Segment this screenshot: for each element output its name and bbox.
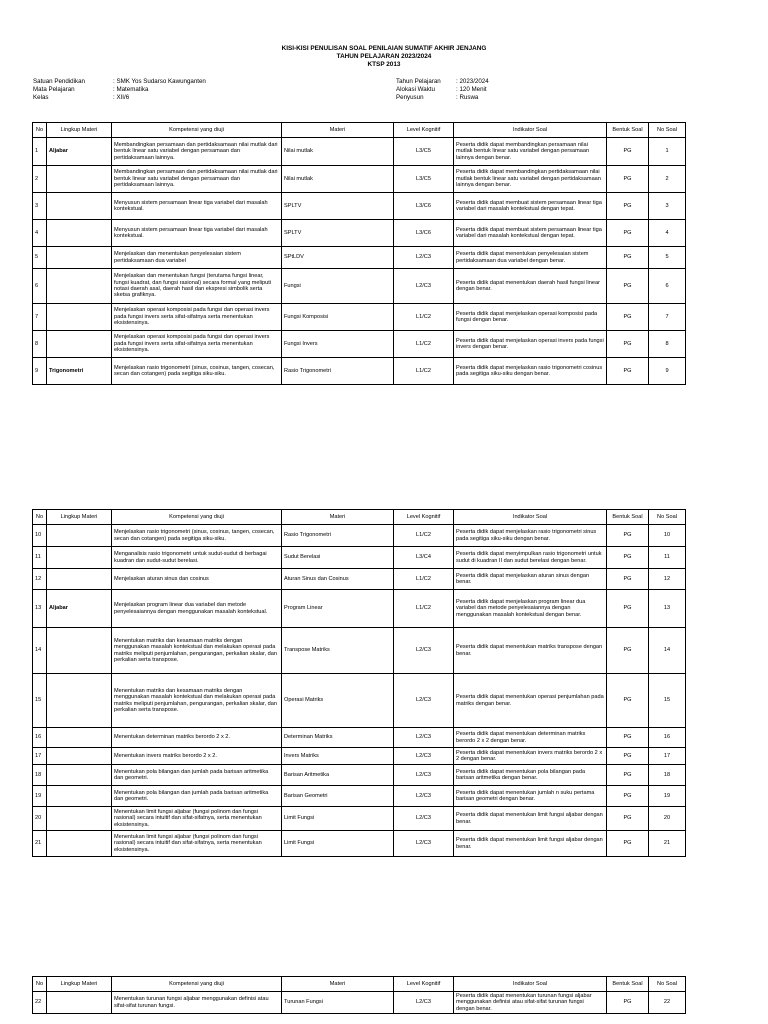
table-row (33, 331, 686, 358)
row-no-cell: 20 (33, 807, 47, 831)
bentuk-soal-cell: PG (607, 166, 649, 193)
no-soal-cell: 22 (649, 992, 686, 1014)
table-row (33, 138, 686, 166)
column-header-no-soal: No Soal (649, 510, 686, 525)
table-row (33, 166, 686, 193)
materi-cell: SPtLDV (282, 247, 394, 269)
meta-row (396, 86, 489, 94)
meta-value: : SMK Yos Sudarso Kawunganten (113, 78, 206, 85)
kompetensi-cell: Menjelaskan dan menentukan penyelesaian sistem pertidaksamaan dua variabel (112, 247, 282, 269)
indikator-soal-cell: Peserta didik dapat menentukan matriks transpose dengan benar. (454, 628, 607, 674)
bentuk-soal-cell: PG (607, 525, 649, 547)
no-soal-cell: 11 (649, 547, 686, 569)
lingkup-materi-cell (47, 807, 112, 831)
meta-value: : 120 Menit (456, 86, 487, 93)
materi-cell: Barisan Geometri (282, 786, 394, 807)
lingkup-materi-cell (47, 765, 112, 786)
table-row (33, 807, 686, 831)
kompetensi-cell: Menentukan turunan fungsi aljabar menggunakan definisi atau sifat-sifat turunan fungsi. (112, 992, 282, 1014)
level-kognitif-cell: L2/C3 (394, 765, 454, 786)
no-soal-cell: 12 (649, 569, 686, 590)
no-soal-cell: 17 (649, 748, 686, 765)
level-kognitif-cell: L2/C3 (394, 786, 454, 807)
bentuk-soal-cell: PG (607, 807, 649, 831)
meta-label: Mata Pelajaran (33, 86, 75, 93)
column-header-materi: Materi (282, 123, 394, 138)
materi-cell: Sudut Berelasi (282, 547, 394, 569)
indikator-soal-cell: Peserta didik dapat menentukan penyelesaian sistem pertidaksamaan dua variabel dengan benar. (454, 247, 607, 269)
row-no-cell: 6 (33, 269, 47, 304)
row-no-cell: 1 (33, 138, 47, 166)
level-kognitif-cell: L2/C3 (394, 831, 454, 857)
bentuk-soal-cell: PG (607, 193, 649, 220)
lingkup-materi-cell (47, 269, 112, 304)
meta-row (33, 78, 206, 86)
doc-title-line3: KTSP 2013 (367, 61, 401, 68)
column-header-level-kognitif: Level Kognitif (394, 123, 454, 138)
meta-left (33, 78, 206, 102)
bentuk-soal-cell: PG (607, 269, 649, 304)
materi-cell: Nilai mutlak (282, 138, 394, 166)
column-header-bentuk-soal: Bentuk Soal (607, 510, 649, 525)
lingkup-materi-cell (47, 674, 112, 728)
table-row (33, 992, 686, 1014)
meta-value: : 2023/2024 (456, 78, 489, 85)
no-soal-cell: 3 (649, 193, 686, 220)
kompetensi-cell: Menentukan limit fungsi aljabar (fungsi polinom dan fungsi rasional) secara intuitif dan sifat-sifatnya, serta menentukan eksistensinya. (112, 807, 282, 831)
indikator-soal-cell: Peserta didik dapat membuat sistem persamaan linear tiga variabel dari masalah kontekstual dengan tepat. (454, 220, 607, 247)
row-no-cell: 17 (33, 748, 47, 765)
column-header-indikator-soal: Indikator Soal (454, 977, 607, 992)
level-kognitif-cell: L2/C3 (394, 674, 454, 728)
indikator-soal-cell: Peserta didik dapat menentukan pola bilangan pada barisan aritmetika dengan benar. (454, 765, 607, 786)
indikator-soal-cell: Peserta didik dapat menyimpulkan rasio trigonometri untuk sudut di kuadran II dan sudut berelasi dengan benar. (454, 547, 607, 569)
table-row (33, 786, 686, 807)
level-kognitif-cell: L1/C2 (394, 304, 454, 331)
indikator-soal-cell: Peserta didik dapat menjelaskan program linear dua variabel dan metode penyelesaiannya dengan menggunakan masalah kontekstual dengan benar. (454, 590, 607, 628)
bentuk-soal-cell: PG (607, 628, 649, 674)
bentuk-soal-cell: PG (607, 547, 649, 569)
table-row (33, 269, 686, 304)
level-kognitif-cell: L1/C2 (394, 358, 454, 385)
kompetensi-cell: Menjelaskan program linear dua variabel dan metode penyelesaiannya dengan menggunakan masalah kontekstual. (112, 590, 282, 628)
materi-cell: Fungsi (282, 269, 394, 304)
materi-cell: Program Linear (282, 590, 394, 628)
meta-label: Satuan Pendidikan (33, 78, 85, 85)
kompetensi-cell: Menjelaskan operasi komposisi pada fungsi dan operasi invers pada fungsi invers serta sifat-sifatnya serta menentukan eksistensinya. (112, 331, 282, 358)
no-soal-cell: 18 (649, 765, 686, 786)
lingkup-materi-cell (47, 331, 112, 358)
indikator-soal-cell: Peserta didik dapat membandingkan pertidaksamaan nilai mutlak bentuk linear satu variabel dengan pertidaksamaan lainnya dengan benar. (454, 166, 607, 193)
column-header-row-no: No (33, 510, 47, 525)
table-row (33, 193, 686, 220)
level-kognitif-cell: L2/C3 (394, 269, 454, 304)
kisi-kisi-table-page-2 (32, 509, 686, 857)
materi-cell: Fungsi Komposisi (282, 304, 394, 331)
bentuk-soal-cell: PG (607, 138, 649, 166)
meta-row (33, 94, 206, 102)
materi-cell: Nilai mutlak (282, 166, 394, 193)
column-header-kompetensi: Kompetensi yang diuji (112, 123, 282, 138)
meta-label: Alokasi Waktu (396, 86, 435, 93)
bentuk-soal-cell: PG (607, 728, 649, 748)
lingkup-materi-cell (47, 786, 112, 807)
no-soal-cell: 7 (649, 304, 686, 331)
indikator-soal-cell: Peserta didik dapat menjelaskan rasio trigonometri sinus pada segitiga siku-siku dengan benar. (454, 525, 607, 547)
table-row (33, 358, 686, 385)
lingkup-materi-cell (47, 525, 112, 547)
column-header-lingkup-materi: Lingkup Materi (47, 977, 112, 992)
materi-cell: Turunan Fungsi (282, 992, 394, 1014)
table-row (33, 765, 686, 786)
kompetensi-cell: Membandingkan persamaan dan pertidaksamaan nilai mutlak dari bentuk linear satu variabel dengan persamaan dan pertidaksamaan lainnya. (112, 166, 282, 193)
level-kognitif-cell: L2/C3 (394, 628, 454, 674)
no-soal-cell: 2 (649, 166, 686, 193)
indikator-soal-cell: Peserta didik dapat menentukan turunan fungsi aljabar menggunakan definisi atau sifat-sifat turunan fungsi dengan benar. (454, 992, 607, 1014)
kompetensi-cell: Menentukan matriks dan kesamaan matriks dengan menggunakan masalah kontekstual dan melakukan operasi pada matriks meliputi penjumlahan, pengurangan, perkalian skalar, dan perkalian serta transpose. (112, 674, 282, 728)
column-header-kompetensi: Kompetensi yang diuji (112, 977, 282, 992)
column-header-no-soal: No Soal (649, 123, 686, 138)
bentuk-soal-cell: PG (607, 358, 649, 385)
meta-row (396, 78, 489, 86)
no-soal-cell: 8 (649, 331, 686, 358)
table-row (33, 304, 686, 331)
lingkup-materi-cell (47, 628, 112, 674)
bentuk-soal-cell: PG (607, 674, 649, 728)
table-row (33, 831, 686, 857)
materi-cell: Rasio Trigonometri (282, 358, 394, 385)
kompetensi-cell: Menentukan pola bilangan dan jumlah pada barisan aritmetika dan geometri. (112, 765, 282, 786)
kompetensi-cell: Menganalisis rasio trigonometri untuk sudut-sudut di berbagai kuadran dan sudut-sudut berelasi. (112, 547, 282, 569)
meta-label: Penyusun (396, 94, 424, 101)
bentuk-soal-cell: PG (607, 304, 649, 331)
meta-label: Kelas (33, 94, 49, 101)
bentuk-soal-cell: PG (607, 748, 649, 765)
no-soal-cell: 20 (649, 807, 686, 831)
row-no-cell: 12 (33, 569, 47, 590)
lingkup-materi-cell (47, 547, 112, 569)
indikator-soal-cell: Peserta didik dapat menjelaskan operasi komposisi pada fungsi dengan benar. (454, 304, 607, 331)
level-kognitif-cell: L3/C6 (394, 193, 454, 220)
materi-cell: SPLTV (282, 220, 394, 247)
row-no-cell: 14 (33, 628, 47, 674)
no-soal-cell: 13 (649, 590, 686, 628)
indikator-soal-cell: Peserta didik dapat menjelaskan operasi invers pada fungsi invers dengan benar. (454, 331, 607, 358)
row-no-cell: 15 (33, 674, 47, 728)
level-kognitif-cell: L1/C2 (394, 331, 454, 358)
meta-value: : XII/6 (113, 94, 130, 101)
level-kognitif-cell: L2/C3 (394, 728, 454, 748)
meta-value: : Matematika (113, 86, 149, 93)
materi-cell: Rasio Trigonometri (282, 525, 394, 547)
lingkup-materi-cell (47, 569, 112, 590)
materi-cell: Barisan Aritmetika (282, 765, 394, 786)
column-header-row-no: No (33, 123, 47, 138)
no-soal-cell: 15 (649, 674, 686, 728)
materi-cell: Limit Fungsi (282, 807, 394, 831)
no-soal-cell: 10 (649, 525, 686, 547)
column-header-indikator-soal: Indikator Soal (454, 123, 607, 138)
materi-cell: SPLTV (282, 193, 394, 220)
level-kognitif-cell: L1/C2 (394, 525, 454, 547)
column-header-level-kognitif: Level Kognitif (394, 510, 454, 525)
bentuk-soal-cell: PG (607, 765, 649, 786)
lingkup-materi-cell (47, 247, 112, 269)
column-header-lingkup-materi: Lingkup Materi (47, 123, 112, 138)
row-no-cell: 9 (33, 358, 47, 385)
materi-cell: Operasi Matriks (282, 674, 394, 728)
column-header-bentuk-soal: Bentuk Soal (607, 977, 649, 992)
kompetensi-cell: Menyusun sistem persamaan linear tiga variabel dari masalah kontekstual. (112, 193, 282, 220)
lingkup-materi-cell: Aljabar (47, 138, 112, 166)
table-row (33, 220, 686, 247)
table-row (33, 674, 686, 728)
row-no-cell: 2 (33, 166, 47, 193)
indikator-soal-cell: Peserta didik dapat membandingkan persamaan nilai mutlak bentuk linear satu variabel dengan persamaan lainnya dengan benar. (454, 138, 607, 166)
meta-label: Tahun Pelajaran (396, 78, 441, 85)
bentuk-soal-cell: PG (607, 331, 649, 358)
kisi-kisi-table-page-1 (32, 122, 686, 385)
lingkup-materi-cell (47, 748, 112, 765)
kompetensi-cell: Menyusun sistem persamaan linear tiga variabel dari masalah kontekstual. (112, 220, 282, 247)
no-soal-cell: 4 (649, 220, 686, 247)
table-row (33, 628, 686, 674)
level-kognitif-cell: L3/C5 (394, 138, 454, 166)
row-no-cell: 7 (33, 304, 47, 331)
level-kognitif-cell: L2/C3 (394, 748, 454, 765)
level-kognitif-cell: L1/C2 (394, 590, 454, 628)
level-kognitif-cell: L3/C6 (394, 220, 454, 247)
row-no-cell: 3 (33, 193, 47, 220)
kompetensi-cell: Menjelaskan dan menentukan fungsi (terutama fungsi linear, fungsi kuadrat, dan fungsi rasional) secara formal yang meliputi notasi daerah asal, daerah hasil dan ekspresi simbolik serta sketsa grafiknya. (112, 269, 282, 304)
indikator-soal-cell: Peserta didik dapat menentukan operasi penjumlahan pada matriks dengan benar. (454, 674, 607, 728)
column-header-indikator-soal: Indikator Soal (454, 510, 607, 525)
bentuk-soal-cell: PG (607, 831, 649, 857)
lingkup-materi-cell (47, 166, 112, 193)
indikator-soal-cell: Peserta didik dapat menentukan invers matriks berordo 2 x 2 dengan benar. (454, 748, 607, 765)
no-soal-cell: 14 (649, 628, 686, 674)
column-header-materi: Materi (282, 977, 394, 992)
kisi-kisi-table-page-3 (32, 976, 686, 1014)
column-header-level-kognitif: Level Kognitif (394, 977, 454, 992)
meta-value: : Ruswa (456, 94, 479, 101)
lingkup-materi-cell: Aljabar (47, 590, 112, 628)
row-no-cell: 18 (33, 765, 47, 786)
table-row (33, 569, 686, 590)
table-row (33, 547, 686, 569)
lingkup-materi-cell (47, 193, 112, 220)
lingkup-materi-cell: Trigonometri (47, 358, 112, 385)
header-row (33, 977, 686, 992)
level-kognitif-cell: L1/C2 (394, 569, 454, 590)
kompetensi-cell: Menentukan matriks dan kesamaan matriks dengan menggunakan masalah kontekstual dan melakukan operasi pada matriks meliputi penjumlahan, pengurangan, perkalian skalar, dan perkalian serta transpose. (112, 628, 282, 674)
column-header-bentuk-soal: Bentuk Soal (607, 123, 649, 138)
table-row (33, 247, 686, 269)
indikator-soal-cell: Peserta didik dapat membuat sistem persamaan linear tiga variabel dari masalah kontekstual dengan tepat. (454, 193, 607, 220)
table-row (33, 728, 686, 748)
bentuk-soal-cell: PG (607, 220, 649, 247)
column-header-materi: Materi (282, 510, 394, 525)
header-row (33, 510, 686, 525)
materi-cell: Invers Matriks (282, 748, 394, 765)
meta-right (396, 78, 489, 102)
no-soal-cell: 9 (649, 358, 686, 385)
no-soal-cell: 16 (649, 728, 686, 748)
table-row (33, 748, 686, 765)
materi-cell: Transpose Matriks (282, 628, 394, 674)
kompetensi-cell: Menentukan pola bilangan dan jumlah pada barisan aritmetika dan geometri. (112, 786, 282, 807)
column-header-row-no: No (33, 977, 47, 992)
kompetensi-cell: Menentukan determinan matriks berordo 2 x 2. (112, 728, 282, 748)
no-soal-cell: 6 (649, 269, 686, 304)
indikator-soal-cell: Peserta didik dapat menentukan daerah hasil fungsi linear dengan benar. (454, 269, 607, 304)
row-no-cell: 13 (33, 590, 47, 628)
indikator-soal-cell: Peserta didik dapat menjelaskan rasio trigonometri cosinus pada segitiga siku-siku dengan benar. (454, 358, 607, 385)
no-soal-cell: 1 (649, 138, 686, 166)
row-no-cell: 5 (33, 247, 47, 269)
lingkup-materi-cell (47, 220, 112, 247)
row-no-cell: 22 (33, 992, 47, 1014)
row-no-cell: 16 (33, 728, 47, 748)
table-row (33, 590, 686, 628)
bentuk-soal-cell: PG (607, 590, 649, 628)
lingkup-materi-cell (47, 831, 112, 857)
column-header-no-soal: No Soal (649, 977, 686, 992)
lingkup-materi-cell (47, 304, 112, 331)
meta-row (396, 94, 489, 102)
meta-row (33, 86, 206, 94)
kompetensi-cell: Menentukan invers matriks berordo 2 x 2. (112, 748, 282, 765)
bentuk-soal-cell: PG (607, 786, 649, 807)
level-kognitif-cell: L3/C4 (394, 547, 454, 569)
row-no-cell: 11 (33, 547, 47, 569)
level-kognitif-cell: L3/C5 (394, 166, 454, 193)
indikator-soal-cell: Peserta didik dapat menentukan limit fungsi aljabar dengan benar. (454, 807, 607, 831)
kompetensi-cell: Menjelaskan rasio trigonometri (sinus, cosinus, tangen, cosecan, secan dan cotangen) pada segitiga siku-siku. (112, 358, 282, 385)
doc-title-line1: KISI-KISI PENULISAN SOAL PENILAIAN SUMATIF AKHIR JENJANG (281, 45, 487, 52)
indikator-soal-cell: Peserta didik dapat menentukan limit fungsi aljabar dengan benar. (454, 831, 607, 857)
indikator-soal-cell: Peserta didik dapat menjelaskan aturan sinus dengan benar. (454, 569, 607, 590)
level-kognitif-cell: L2/C3 (394, 247, 454, 269)
indikator-soal-cell: Peserta didik dapat menentukan determinan matriks berordo 2 x 2 dengan benar. (454, 728, 607, 748)
row-no-cell: 4 (33, 220, 47, 247)
header-row (33, 123, 686, 138)
doc-title-line2: TAHUN PELAJARAN 2023/2024 (336, 53, 432, 60)
level-kognitif-cell: L2/C3 (394, 992, 454, 1014)
kompetensi-cell: Menentukan limit fungsi aljabar (fungsi polinom dan fungsi rasional) secara intuitif dan sifat-sifatnya, serta menentukan eksistensinya. (112, 831, 282, 857)
kompetensi-cell: Menjelaskan aturan sinus dan cosinus (112, 569, 282, 590)
kompetensi-cell: Menjelaskan rasio trigonometri (sinus, cosinus, tangen, cosecan, secan dan cotangen) pada segitiga siku-siku. (112, 525, 282, 547)
no-soal-cell: 19 (649, 786, 686, 807)
indikator-soal-cell: Peserta didik dapat menentukan jumlah n suku pertama barisan geometri dengan benar. (454, 786, 607, 807)
kompetensi-cell: Menjelaskan operasi komposisi pada fungsi dan operasi invers pada fungsi invers serta sifat-sifatnya serta menentukan eksistensinya. (112, 304, 282, 331)
lingkup-materi-cell (47, 992, 112, 1014)
row-no-cell: 19 (33, 786, 47, 807)
row-no-cell: 8 (33, 331, 47, 358)
materi-cell: Fungsi Invers (282, 331, 394, 358)
no-soal-cell: 21 (649, 831, 686, 857)
no-soal-cell: 5 (649, 247, 686, 269)
materi-cell: Aturan Sinus dan Cosinus (282, 569, 394, 590)
table-row (33, 525, 686, 547)
materi-cell: Limit Fungsi (282, 831, 394, 857)
lingkup-materi-cell (47, 728, 112, 748)
row-no-cell: 21 (33, 831, 47, 857)
bentuk-soal-cell: PG (607, 569, 649, 590)
bentuk-soal-cell: PG (607, 992, 649, 1014)
bentuk-soal-cell: PG (607, 247, 649, 269)
kompetensi-cell: Membandingkan persamaan dan pertidaksamaan nilai mutlak dari bentuk linear satu variabel dengan persamaan dan pertidaksamaan lainnya. (112, 138, 282, 166)
row-no-cell: 10 (33, 525, 47, 547)
column-header-kompetensi: Kompetensi yang diuji (112, 510, 282, 525)
materi-cell: Determinan Matriks (282, 728, 394, 748)
column-header-lingkup-materi: Lingkup Materi (47, 510, 112, 525)
level-kognitif-cell: L2/C3 (394, 807, 454, 831)
